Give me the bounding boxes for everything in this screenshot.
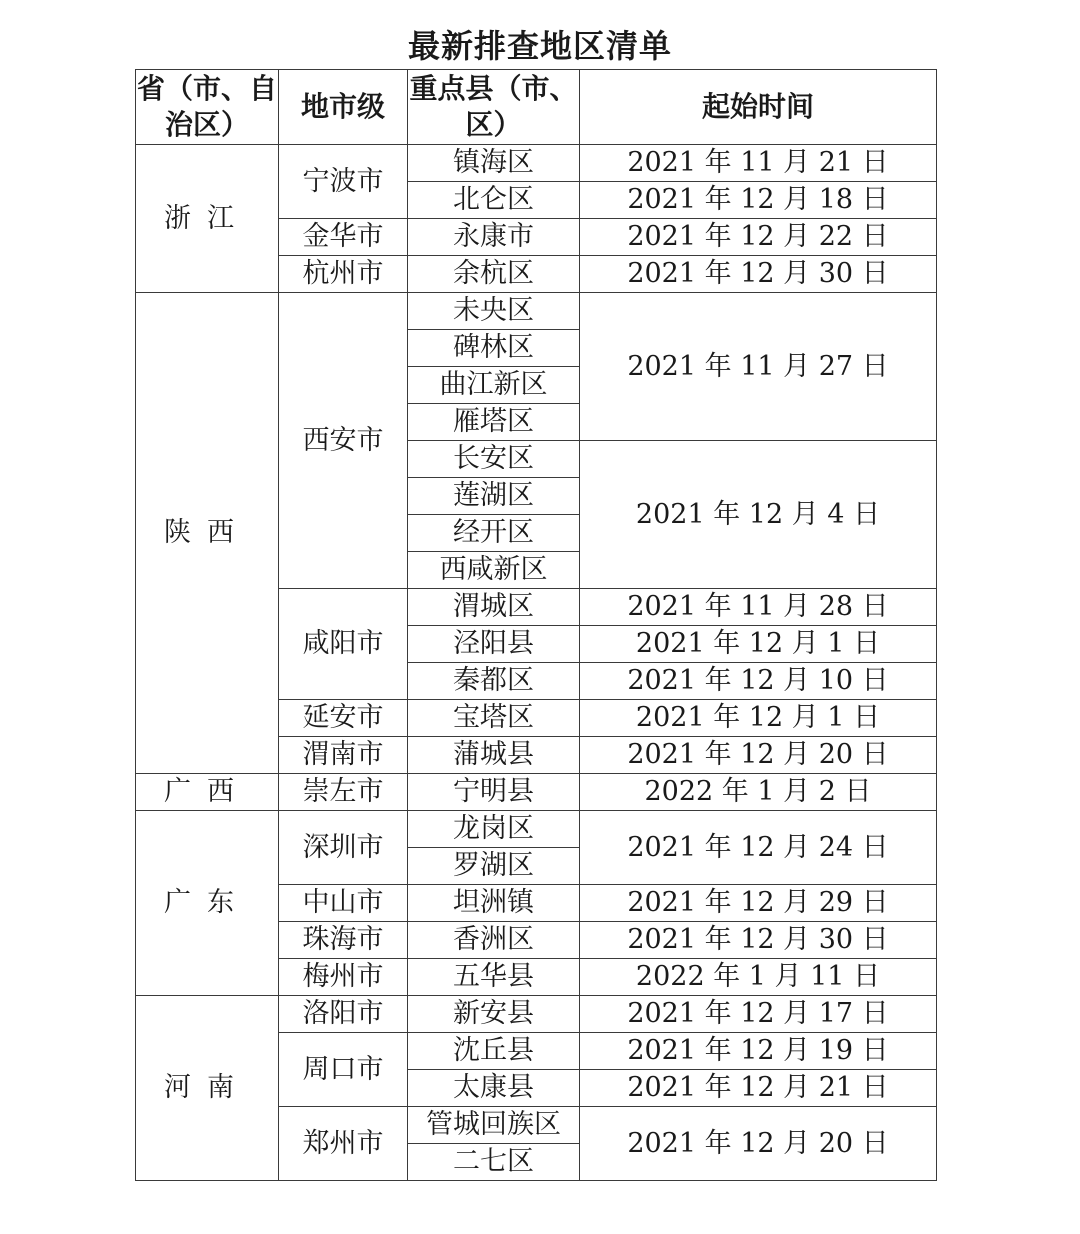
county-cell: 未央区 xyxy=(408,293,580,330)
city-cell: 金华市 xyxy=(279,219,408,256)
city-cell: 珠海市 xyxy=(279,922,408,959)
county-cell: 长安区 xyxy=(408,441,580,478)
city-cell: 崇左市 xyxy=(279,774,408,811)
date-cell: 2021 年 12 月 24 日 xyxy=(580,811,937,885)
county-cell: 蒲城县 xyxy=(408,737,580,774)
province-cell: 河南 xyxy=(136,996,279,1181)
city-cell: 周口市 xyxy=(279,1033,408,1107)
county-cell: 秦都区 xyxy=(408,663,580,700)
date-cell: 2021 年 12 月 30 日 xyxy=(580,256,937,293)
county-cell: 莲湖区 xyxy=(408,478,580,515)
county-cell: 曲江新区 xyxy=(408,367,580,404)
header-county: 重点县（市、区） xyxy=(408,70,580,145)
county-cell: 经开区 xyxy=(408,515,580,552)
county-cell: 罗湖区 xyxy=(408,848,580,885)
county-cell: 余杭区 xyxy=(408,256,580,293)
date-cell: 2021 年 12 月 10 日 xyxy=(580,663,937,700)
date-cell: 2021 年 12 月 21 日 xyxy=(580,1070,937,1107)
county-cell: 渭城区 xyxy=(408,589,580,626)
date-cell: 2021 年 12 月 1 日 xyxy=(580,700,937,737)
city-cell: 宁波市 xyxy=(279,145,408,219)
table-row xyxy=(136,811,937,848)
province-cell: 广东 xyxy=(136,811,279,996)
county-cell: 宝塔区 xyxy=(408,700,580,737)
table-row xyxy=(136,996,937,1033)
date-cell: 2021 年 11 月 27 日 xyxy=(580,293,937,441)
city-cell: 中山市 xyxy=(279,885,408,922)
county-cell: 雁塔区 xyxy=(408,404,580,441)
city-cell: 渭南市 xyxy=(279,737,408,774)
date-cell: 2021 年 12 月 30 日 xyxy=(580,922,937,959)
header-start-time: 起始时间 xyxy=(580,70,937,145)
date-cell: 2021 年 12 月 4 日 xyxy=(580,441,937,589)
city-cell: 杭州市 xyxy=(279,256,408,293)
county-cell: 坦洲镇 xyxy=(408,885,580,922)
county-cell: 二七区 xyxy=(408,1144,580,1181)
city-cell: 深圳市 xyxy=(279,811,408,885)
date-cell: 2021 年 12 月 18 日 xyxy=(580,182,937,219)
date-cell: 2021 年 12 月 19 日 xyxy=(580,1033,937,1070)
region-table xyxy=(135,69,937,1181)
county-cell: 太康县 xyxy=(408,1070,580,1107)
province-cell: 浙江 xyxy=(136,145,279,293)
date-cell: 2021 年 11 月 28 日 xyxy=(580,589,937,626)
date-cell: 2021 年 11 月 21 日 xyxy=(580,145,937,182)
date-cell: 2021 年 12 月 17 日 xyxy=(580,996,937,1033)
city-cell: 梅州市 xyxy=(279,959,408,996)
table-row xyxy=(136,774,937,811)
city-cell: 咸阳市 xyxy=(279,589,408,700)
page-title: 最新排查地区清单 xyxy=(407,27,672,65)
date-cell: 2021 年 12 月 22 日 xyxy=(580,219,937,256)
table-row xyxy=(136,293,937,330)
county-cell: 沈丘县 xyxy=(408,1033,580,1070)
header-province: 省（市、自治区） xyxy=(136,70,279,145)
county-cell: 龙岗区 xyxy=(408,811,580,848)
county-cell: 泾阳县 xyxy=(408,626,580,663)
county-cell: 西咸新区 xyxy=(408,552,580,589)
city-cell: 郑州市 xyxy=(279,1107,408,1181)
county-cell: 镇海区 xyxy=(408,145,580,182)
city-cell: 西安市 xyxy=(279,293,408,589)
province-cell: 陕西 xyxy=(136,293,279,774)
province-cell: 广西 xyxy=(136,774,279,811)
city-cell: 洛阳市 xyxy=(279,996,408,1033)
date-cell: 2021 年 12 月 20 日 xyxy=(580,737,937,774)
county-cell: 宁明县 xyxy=(408,774,580,811)
county-cell: 碑林区 xyxy=(408,330,580,367)
city-cell: 延安市 xyxy=(279,700,408,737)
county-cell: 永康市 xyxy=(408,219,580,256)
county-cell: 管城回族区 xyxy=(408,1107,580,1144)
date-cell: 2021 年 12 月 1 日 xyxy=(580,626,937,663)
date-cell: 2021 年 12 月 29 日 xyxy=(580,885,937,922)
county-cell: 新安县 xyxy=(408,996,580,1033)
header-row xyxy=(136,70,937,145)
date-cell: 2022 年 1 月 11 日 xyxy=(580,959,937,996)
table-row xyxy=(136,145,937,182)
county-cell: 香洲区 xyxy=(408,922,580,959)
header-city: 地市级 xyxy=(279,70,408,145)
county-cell: 北仑区 xyxy=(408,182,580,219)
county-cell: 五华县 xyxy=(408,959,580,996)
date-cell: 2022 年 1 月 2 日 xyxy=(580,774,937,811)
date-cell: 2021 年 12 月 20 日 xyxy=(580,1107,937,1181)
